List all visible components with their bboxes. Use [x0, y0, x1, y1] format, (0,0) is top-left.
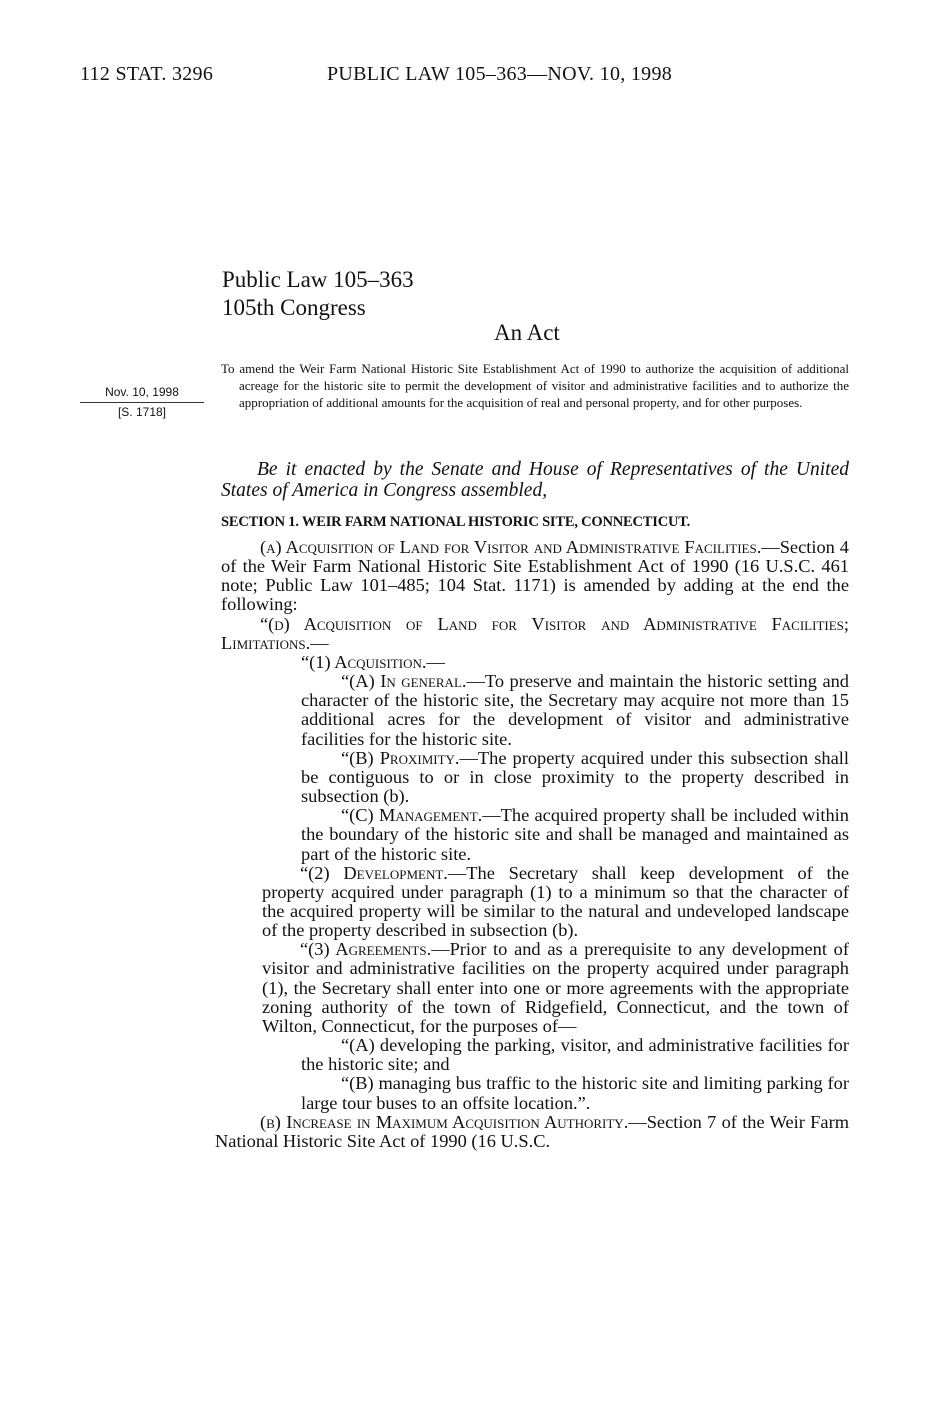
act-heading: An Act — [494, 320, 560, 345]
paragraph-3-text: —Prior to and as a prerequisite to any development of visitor and administrative facilities on the property acquired under paragraph (1), the Secretary shall enter into one or more agreements with the appropriate zoning authority of the town of Ridgefield, Connecticut, and the town of Wilton, Connecticut, for the purposes of— — [262, 939, 849, 1036]
congress: 105th Congress — [222, 295, 366, 320]
subsection-d-heading: “(d) Acquisition of Land for Visitor and Administrative Facilities; Limitations. — [221, 613, 849, 653]
enactment-date: Nov. 10, 1998 — [80, 383, 204, 403]
section-heading: SECTION 1. WEIR FARM NATIONAL HISTORIC SITE, CONNECTICUT. — [221, 514, 691, 530]
subsection-b-heading: (b) Increase in Maximum Acquisition Authority. — [260, 1111, 629, 1132]
subparagraph-a-text: —To preserve and maintain the historic setting and character of the historic site, the Secretary may acquire not more than 15 additional acres for the development of visitor and administrative facilities for the historic site. — [301, 671, 849, 749]
paragraph-3-heading: “(3) Agreements. — [300, 939, 432, 960]
subparagraph-a — [221, 672, 849, 749]
subparagraph-b-heading: “(B) Proximity. — [341, 747, 460, 768]
margin-note — [80, 383, 204, 422]
paragraph-3-item-b: “(B) managing bus traffic to the historic site and limiting parking for large tour buses to an offsite location.”. — [301, 1073, 849, 1113]
subparagraph-a-heading: “(A) In general. — [341, 671, 467, 692]
paragraph-2 — [221, 864, 849, 941]
subsection-a — [221, 538, 849, 615]
statute-page-number: 112 STAT. 3296 — [80, 63, 214, 85]
paragraph-1-text: — — [426, 651, 445, 672]
bill-number: [S. 1718] — [117, 405, 167, 419]
subparagraph-c — [221, 806, 849, 863]
subparagraph-b-text: —The property acquired under this subsection shall be contiguous to or in close proximity to the property described in subsection (b). — [301, 747, 849, 807]
section-body — [215, 537, 849, 1151]
subparagraph-c-text: —The acquired property shall be included within the boundary of the historic site and shall be managed and maintained as part of the historic site. — [301, 805, 849, 864]
paragraph-3-item-a: “(A) developing the parking, visitor, and administrative facilities for the historic site; and — [301, 1035, 849, 1075]
paragraph-3 — [221, 940, 849, 1036]
paragraph-1-heading: “(1) Acquisition. — [301, 651, 427, 672]
paragraph-2-text: —The Secretary shall keep development of the property acquired under paragraph (1) to a minimum so that the character of the acquired property will be similar to the natural and undeveloped landscape of the property described in subsection (b). — [262, 862, 849, 941]
enacting-clause: Be it enacted by the Senate and House of Representatives of the United States of America in Congress assembled, — [221, 459, 849, 501]
subparagraph-b — [221, 749, 849, 806]
subsection-b — [215, 1113, 849, 1151]
running-title: PUBLIC LAW 105–363—NOV. 10, 1998 — [327, 63, 673, 85]
subsection-a-heading: (a) Acquisition of Land for Visitor and Administrative Facilities. — [260, 537, 762, 557]
paragraph-1 — [221, 653, 849, 672]
subsection-d-text: — — [310, 632, 329, 653]
subsection-b-text: —Section 7 of the Weir Farm National Historic Site Act of 1990 (16 U.S.C. — [215, 1111, 849, 1151]
law-title-block — [222, 266, 414, 322]
subsection-d — [221, 615, 849, 653]
subsection-a-text: —Section 4 of the Weir Farm National Historic Site Establishment Act of 1990 (16 U.S.C. 461 note; Public Law 101–485; 104 Stat. 1171) is amended by adding at the end the following: — [221, 537, 849, 615]
law-number: Public Law 105–363 — [222, 267, 414, 292]
paragraph-2-heading: “(2) Development. — [300, 862, 448, 883]
subparagraph-c-heading: “(C) Management. — [341, 805, 483, 826]
purpose-clause: To amend the Weir Farm National Historic Site Establishment Act of 1990 to authorize the acquisition of additional acreage for the historic site to permit the development of visitor and administrative facilities and to authorize the appropriation of additional amounts for the acquisition of real and personal property, and for other purposes. — [221, 361, 849, 410]
